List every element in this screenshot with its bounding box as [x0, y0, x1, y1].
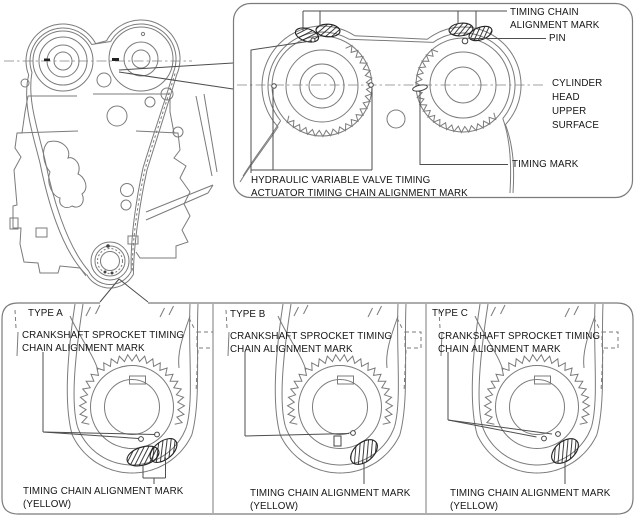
label-timing-chain-mark-yellow-a — [23, 485, 183, 511]
type-b-title: TYPE B — [230, 309, 266, 320]
engine-overview-art — [4, 20, 233, 302]
label-line: CRANKSHAFT SPROCKET TIMING — [438, 331, 601, 342]
label-line: CRANKSHAFT SPROCKET TIMING — [22, 330, 185, 341]
label-line: (YELLOW) — [450, 501, 499, 512]
label-hydraulic-vvt-mark — [251, 174, 468, 200]
label-crankshaft-sprocket-mark-a — [22, 329, 184, 355]
label-timing-chain-alignment-mark — [510, 6, 599, 32]
label-line: UPPER — [552, 106, 587, 117]
label-line: TIMING CHAIN ALIGNMENT MARK — [23, 486, 184, 497]
label-line: HEAD — [552, 92, 580, 103]
label-line: TIMING CHAIN — [510, 7, 579, 18]
label-line: TIMING CHAIN ALIGNMENT MARK — [450, 488, 611, 499]
label-line: HYDRAULIC VARIABLE VALVE TIMING — [251, 175, 431, 186]
label-line: TIMING CHAIN ALIGNMENT MARK — [250, 488, 411, 499]
label-line: (YELLOW) — [250, 501, 299, 512]
label-pin: PIN — [549, 33, 566, 44]
label-line: (YELLOW) — [23, 499, 72, 510]
label-line: CRANKSHAFT SPROCKET TIMING — [230, 331, 393, 342]
label-cylinder-head-upper-surface — [552, 77, 602, 133]
label-timing-chain-mark-yellow-b — [250, 487, 410, 513]
label-timing-chain-mark-yellow-c — [450, 487, 610, 513]
label-line: CHAIN ALIGNMENT MARK — [22, 343, 145, 354]
label-line: CHAIN ALIGNMENT MARK — [438, 344, 561, 355]
label-line: ALIGNMENT MARK — [510, 20, 600, 31]
type-c-title: TYPE C — [432, 308, 468, 319]
label-crankshaft-sprocket-mark-c — [438, 330, 600, 356]
type-a-title: TYPE A — [28, 308, 63, 319]
label-crankshaft-sprocket-mark-b — [230, 330, 392, 356]
label-line: ACTUATOR TIMING CHAIN ALIGNMENT MARK — [251, 188, 468, 199]
label-line: SURFACE — [552, 120, 599, 131]
label-timing-mark: TIMING MARK — [512, 159, 579, 170]
label-line: CYLINDER — [552, 78, 603, 89]
label-line: CHAIN ALIGNMENT MARK — [230, 344, 353, 355]
